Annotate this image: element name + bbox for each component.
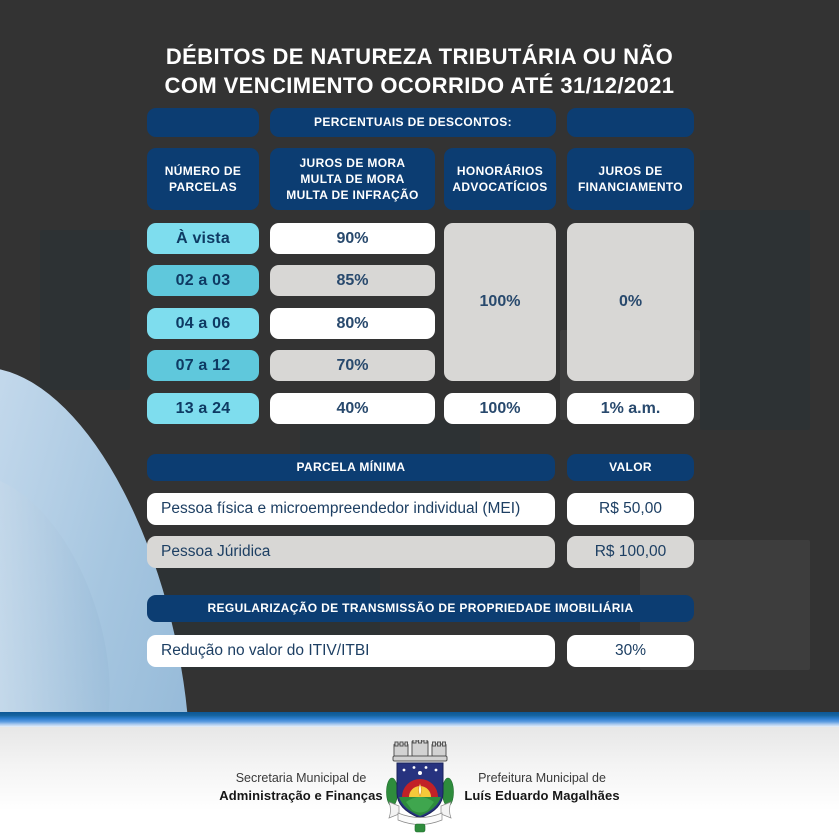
- col-header-juros-line3: MULTA DE INFRAÇÃO: [286, 188, 419, 203]
- desconto-cell-02a03: 85%: [270, 265, 435, 296]
- footer-right-line2: Luís Eduardo Magalhães: [464, 788, 620, 804]
- parcela-minima-header: PARCELA MÍNIMA: [147, 454, 555, 481]
- footer-left-text: [191, 769, 411, 806]
- desconto-cell-13a24: 40%: [270, 393, 435, 424]
- footer-left-line2: Administração e Finanças: [219, 788, 383, 804]
- parcelas-pill-13a24: 13 a 24: [147, 393, 259, 424]
- divider-stripe: [0, 712, 839, 727]
- desconto-cell-04a06: 80%: [270, 308, 435, 339]
- col-header-juros-line2: MULTA DE MORA: [300, 171, 405, 186]
- page-title: [0, 42, 839, 100]
- regularizacao-header: REGULARIZAÇÃO DE TRANSMISSÃO DE PROPRIEDADE IMOBILIÁRIA: [147, 595, 694, 622]
- parcelas-pill-avista: À vista: [147, 223, 259, 254]
- footer-left-line1: Secretaria Municipal de: [235, 771, 367, 785]
- col-header-financiamento: JUROS DE FINANCIAMENTO: [567, 148, 694, 210]
- banner-spacer-left: [147, 108, 259, 137]
- regularizacao-row-label: Redução no valor do ITIV/ITBI: [147, 635, 555, 667]
- building-shape: [700, 210, 810, 430]
- building-shape: [40, 230, 130, 390]
- col-header-juros-multas: [270, 148, 435, 210]
- valor-header: VALOR: [567, 454, 694, 481]
- regularizacao-row-valor: 30%: [567, 635, 694, 667]
- parcela-minima-row-pj-label: Pessoa Júridica: [147, 536, 555, 568]
- parcela-minima-row-pf-label: Pessoa física e microempreendedor individual (MEI): [147, 493, 555, 525]
- municipal-crest-icon: [386, 740, 454, 835]
- honorarios-merged-cell: 100%: [444, 223, 556, 381]
- footer-right-line1: Prefeitura Municipal de: [478, 771, 606, 785]
- page-title-line2: COM VENCIMENTO OCORRIDO ATÉ 31/12/2021: [164, 73, 675, 99]
- parcelas-pill-07a12: 07 a 12: [147, 350, 259, 381]
- financiamento-cell-13a24: 1% a.m.: [567, 393, 694, 424]
- page-title-line1: DÉBITOS DE NATUREZA TRIBUTÁRIA OU NÃO: [165, 44, 674, 69]
- desconto-cell-07a12: 70%: [270, 350, 435, 381]
- col-header-numero-parcelas: NÚMERO DE PARCELAS: [147, 148, 259, 210]
- parcelas-pill-02a03: 02 a 03: [147, 265, 259, 296]
- col-header-honorarios: HONORÁRIOS ADVOCATÍCIOS: [444, 148, 556, 210]
- honorarios-cell-13a24: 100%: [444, 393, 556, 424]
- parcela-minima-row-pj-valor: R$ 100,00: [567, 536, 694, 568]
- parcelas-pill-04a06: 04 a 06: [147, 308, 259, 339]
- discounts-banner: PERCENTUAIS DE DESCONTOS:: [270, 108, 556, 137]
- banner-spacer-right: [567, 108, 694, 137]
- parcela-minima-row-pf-valor: R$ 50,00: [567, 493, 694, 525]
- financiamento-merged-cell: 0%: [567, 223, 694, 381]
- desconto-cell-avista: 90%: [270, 223, 435, 254]
- col-header-juros-line1: JUROS DE MORA: [299, 155, 406, 170]
- footer-right-text: [432, 769, 652, 806]
